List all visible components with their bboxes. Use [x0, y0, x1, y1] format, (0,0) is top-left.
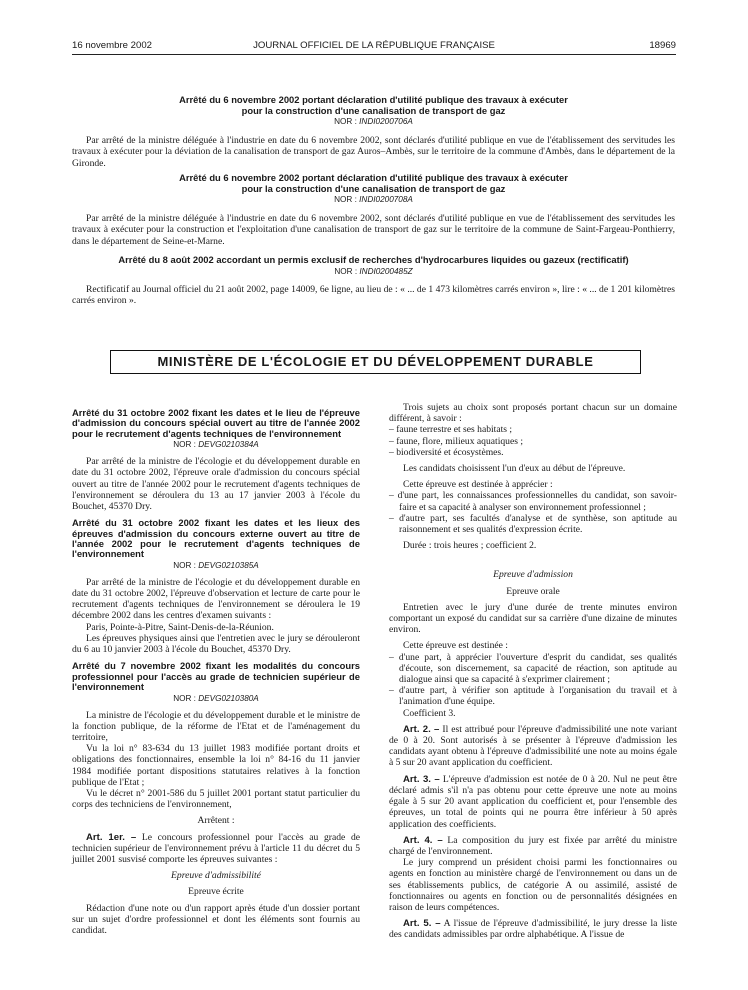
article-5: Art. 5. – A l'issue de l'épreuve d'admissibilité, le jury dresse la liste des candidats admissibles par ordre alphabétique. A l'issue de	[389, 918, 677, 941]
notice-text: Par arrêté de la ministre déléguée à l'industrie en date du 6 novembre 2002, sont déclarés d'utilité publique en vue de l'établissement des servitudes les travaux à exécuter pour la construction et l'exploitation d'une canalisation de transport de gaz sur le territoire de la commune de Saint-Fargeau-Ponthierry, dans le département de Seine-et-Marne.	[72, 213, 675, 247]
nor-reference: NOR : INDI0200706A	[334, 117, 413, 127]
preamble: La ministre de l'écologie et du développement durable et le ministre de la fonction publique, de la réforme de l'Etat et de l'aménagement du territoire,	[72, 709, 360, 743]
nor-reference: NOR : DEVG0210384A	[173, 440, 259, 450]
ministry-banner: MINISTÈRE DE L'ÉCOLOGIE ET DU DÉVELOPPEMENT DURABLE	[110, 350, 641, 374]
nor-reference: NOR : INDI0200708A	[334, 195, 413, 205]
nor-reference: NOR : DEVG0210380A	[173, 693, 259, 703]
list-item: – faune, flore, milieux aquatiques ;	[389, 435, 524, 447]
article-1: Art. 1er. – Le concours professionnel pour l'accès au grade de technicien supérieur de l'environnement prévu à l'article 11 du décret du 5 juillet 2001 susvisé comporte les épreuves suivantes :	[72, 831, 361, 865]
body-text: Entretien avec le jury d'une durée de trente minutes environ comportant un exposé du candidat sur sa carrière d'une dizaine de minutes environ.	[389, 601, 677, 636]
notice-title: Arrêté du 8 août 2002 accordant un permis exclusif de recherches d'hydrocarbures liquides ou gazeux (rectificatif)	[118, 254, 629, 265]
notice-3	[72, 255, 675, 306]
page-number: 18969	[649, 40, 676, 51]
notice-1	[72, 95, 675, 169]
arrete-title: Arrêté du 31 octobre 2002 fixant les dates et les lieux des épreuves d'admission du concours externe ouvert au titre de l'année 2002 pour le recrutement d'agents techniques de l'environnement	[72, 517, 360, 560]
nor-reference: NOR : INDI0200485Z	[334, 266, 413, 276]
notice-text: Rectificatif au Journal officiel du 21 août 2002, page 14009, 6e ligne, au lieu de : « ... de 1 473 kilomètres carrés environ », lire : « ... de 1 201 kilomètres carrés environ ».	[72, 283, 675, 306]
body-text: Les candidats choisissent l'un d'eux au début de l'épreuve.	[403, 463, 626, 475]
list-item: – d'autre part, ses facultés d'analyse et de synthèse, son aptitude au raisonnement et ses qualités d'expression écrite.	[389, 512, 677, 536]
list-item: – d'une part, à apprécier l'ouverture d'esprit du candidat, ses qualités d'écoute, son discernement, sa capacité de réaction, son aptitude au dialogue ainsi que sa capacité à s'exprimer clairement ;	[389, 651, 677, 686]
article-4: Art. 4. – La composition du jury est fixée par arrêté du ministre chargé de l'environnement.	[389, 834, 677, 857]
body-text: Rédaction d'une note ou d'un rapport après étude d'un dossier portant sur un sujet d'ordre professionnel et dont les éléments sont fournis au candidat.	[72, 902, 360, 936]
list-item: – d'une part, les connaissances professionnelles du candidat, son savoir-faire et sa capacité à analyser son environnement professionnel ;	[389, 490, 677, 513]
arretent: Arrêtent :	[197, 815, 235, 827]
notice-title: Arrêté du 6 novembre 2002 portant déclaration d'utilité publique des travaux à exécuter	[179, 94, 568, 105]
arrete-title: Arrêté du 7 novembre 2002 fixant les modalités du concours professionnel pour l'accès au grade de technicien supérieur de l'environnement	[72, 660, 360, 693]
notice-title: Arrêté du 6 novembre 2002 portant déclaration d'utilité publique des travaux à exécuter	[179, 172, 568, 183]
arrete-title: Arrêté du 31 octobre 2002 fixant les dates et le lieu de l'épreuve d'admission du concours spécial ouvert au titre de l'année 2002 pour le recrutement d'agents techniques de l'environnement	[72, 407, 360, 439]
body-text: Cette épreuve est destinée :	[403, 640, 508, 652]
exam-centres: Paris, Pointe-à-Pitre, Saint-Denis-de-la-Réunion.	[86, 621, 274, 633]
nor-reference: NOR : DEVG0210385A	[173, 560, 259, 570]
page-header	[72, 40, 676, 55]
notice-title-line2: pour la construction d'une canalisation de transport de gaz	[241, 182, 506, 194]
body-text: Cette épreuve est destinée à apprécier :	[403, 479, 553, 491]
arrete-text: Par arrêté de la ministre de l'écologie et du développement durable en date du 31 octobre 2002, l'épreuve orale d'admission du concours spécial ouvert au titre de l'année 2002 pour le recrutement d'agents techniques de l'environnement se déroulera du 13 au 17 janvier 2003 à l'école du Bouchet, 45370 Dry.	[72, 456, 360, 513]
list-item: – faune terrestre et ses habitats ;	[389, 424, 513, 436]
duration: Durée : trois heures ; coefficient 2.	[403, 540, 537, 552]
article-2: Art. 2. – Il est attribué pour l'épreuve d'admissibilité une note variant de 0 à 20. Sont autorisés à se présenter à l'épreuve d'admission les candidats ayant obtenu à l'épreuve d'admissibilité une note au moins égale à 5 sur 20 avant application du coefficient.	[389, 723, 677, 769]
article-3: Art. 3. – L'épreuve d'admission est notée de 0 à 20. Nul ne peut être déclaré admis s'il n'a pas obtenu pour cette épreuve une note au moins égale à 5 sur 20 avant application du coefficient et, pour l'ensemble des épreuves, un total de points qui ne pourra être inférieur à 50 après application des coefficients.	[389, 773, 677, 830]
body-text: Trois sujets au choix sont proposés portant chacun sur un domaine différent, à savoir :	[389, 402, 677, 425]
subsection-heading: Epreuve écrite	[188, 886, 244, 898]
subsection-heading: Epreuve orale	[506, 585, 560, 597]
notice-text: Par arrêté de la ministre déléguée à l'industrie en date du 6 novembre 2002, sont déclarés d'utilité publique en vue de l'établissement des servitudes les travaux à exécuter pour la déviation de la canalisation de transport de gaz Auros–Ambès, sur le territoire de la commune d'Ambès, dans le département de la Gironde.	[72, 135, 675, 169]
header-date: 16 novembre 2002	[72, 40, 153, 51]
preamble-vu: Vu le décret n° 2001-586 du 5 juillet 2001 portant statut particulier du corps des techniciens de l'environnement,	[72, 787, 360, 811]
arrete-text: Par arrêté de la ministre de l'écologie et du développement durable en date du 31 octobre 2002, l'épreuve d'observation et lecture de carte pour le recrutement d'agents techniques de l'environnement se déroulera le 19 décembre 2002 dans les centres d'examen suivants :	[72, 576, 360, 622]
list-item: – biodiversité et écosystèmes.	[389, 446, 504, 458]
section-heading: Epreuve d'admission	[493, 569, 573, 581]
right-column	[389, 402, 677, 941]
notice-title-line2: pour la construction d'une canalisation de transport de gaz	[241, 104, 506, 116]
section-heading: Epreuve d'admissibilité	[171, 870, 261, 882]
arrete-text: Les épreuves physiques ainsi que l'entretien avec le jury se dérouleront du 6 au 10 janvier 2003 à l'école du Bouchet, 45370 Dry.	[72, 632, 360, 656]
list-item: – d'autre part, à vérifier son aptitude à l'organisation du travail et à l'animation d'une équipe.	[389, 685, 677, 708]
left-column	[72, 402, 360, 936]
coefficient: Coefficient 3.	[403, 707, 456, 719]
body-text: Le jury comprend un président choisi parmi les fonctionnaires ou agents en fonction au ministère chargé de l'environnement ou dans un de ses établissements publics, de catégorie A ou assimilé, assisté de fonctionnaires ou agents en fonction ou de personnalités désignées en raison de leurs compétences.	[389, 857, 677, 913]
journal-title: JOURNAL OFFICIEL DE LA RÉPUBLIQUE FRANÇAISE	[253, 40, 495, 51]
notice-2	[72, 173, 675, 247]
preamble-vu: Vu la loi n° 83-634 du 13 juillet 1983 modifiée portant droits et obligations des fonctionnaires, ensemble la loi n° 84-16 du 11 janvier 1984 modifiée portant dispositions statutaires relatives à la fonction publique de l'Etat ;	[72, 743, 360, 788]
